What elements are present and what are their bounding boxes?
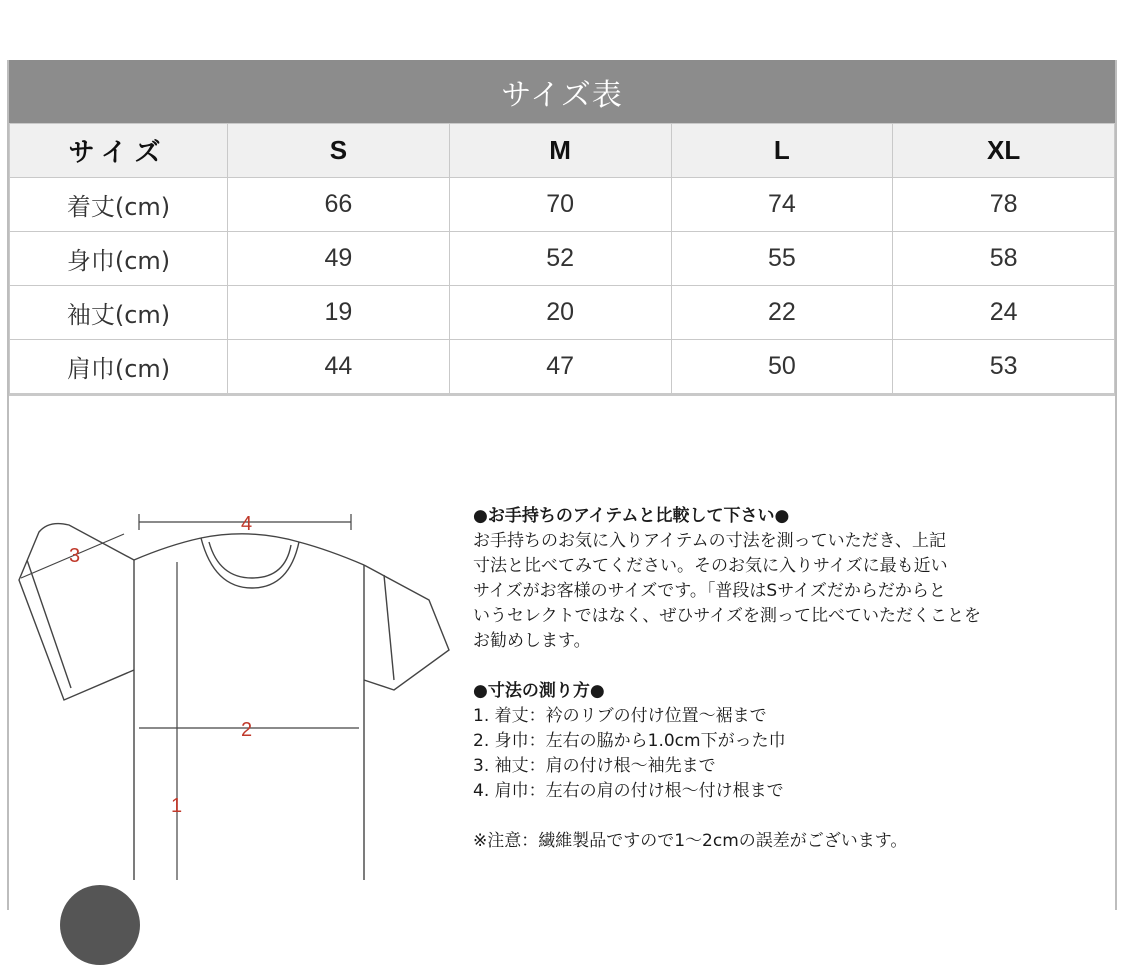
measurement-notes — [473, 504, 1113, 854]
column-header-xl: XL — [893, 124, 1115, 178]
table-cell: 50 — [671, 340, 893, 395]
list-item: 1. 着丈：衿のリブの付け位置～裾まで — [473, 706, 767, 726]
table-cell: 52 — [449, 232, 671, 286]
marker-4: 4 — [241, 513, 253, 535]
table-cell: 49 — [228, 232, 450, 286]
caution-note: ※注意：繊維製品ですので1～2cmの誤差がございます。 — [473, 831, 908, 851]
compare-line: いうセレクトではなく、ぜひサイズを測って比べていただくことを — [473, 606, 981, 626]
marker-1: 1 — [171, 795, 183, 817]
table-row — [10, 232, 1115, 286]
tshirt-diagram — [9, 450, 469, 880]
list-item: 3. 袖丈：肩の付け根～袖先まで — [473, 756, 716, 776]
row-label-length: 着丈(cm) — [10, 178, 228, 232]
table-row — [10, 340, 1115, 395]
table-cell: 66 — [228, 178, 450, 232]
column-header-size: サイズ — [10, 124, 228, 178]
title-text: サイズ表 — [501, 77, 623, 113]
table-cell: 44 — [228, 340, 450, 395]
table-cell: 47 — [449, 340, 671, 395]
table-cell: 58 — [893, 232, 1115, 286]
compare-heading: ●お手持ちのアイテムと比較して下さい● — [473, 506, 790, 526]
measure-list — [473, 704, 1113, 804]
marker-2: 2 — [241, 719, 253, 741]
size-chart-sheet — [7, 60, 1117, 910]
size-chart-title — [9, 60, 1115, 123]
row-label-sleeve: 袖丈(cm) — [10, 286, 228, 340]
table-header-row — [10, 124, 1115, 178]
list-item: 2. 身巾：左右の脇から1.0cm下がった巾 — [473, 731, 786, 751]
table-cell: 19 — [228, 286, 450, 340]
compare-line: サイズがお客様のサイズです。「普段はSサイズだからだからと — [473, 581, 946, 601]
column-header-l: L — [671, 124, 893, 178]
table-cell: 22 — [671, 286, 893, 340]
tshirt-outline — [19, 524, 449, 880]
marker-3: 3 — [69, 545, 81, 567]
table-row — [10, 286, 1115, 340]
table-cell: 70 — [449, 178, 671, 232]
measure-heading: ●寸法の測り方● — [473, 681, 605, 701]
list-item: 4. 肩巾：左右の肩の付け根～付け根まで — [473, 781, 784, 801]
table-row — [10, 178, 1115, 232]
table-cell: 74 — [671, 178, 893, 232]
table-cell: 55 — [671, 232, 893, 286]
compare-line: お手持ちのお気に入りアイテムの寸法を測っていただき、上記 — [473, 531, 946, 551]
compare-line: 寸法と比べてみてください。そのお気に入りサイズに最も近い — [473, 556, 948, 576]
right-sleeve-outline — [364, 565, 449, 690]
row-label-shoulder: 肩巾(cm) — [10, 340, 228, 395]
table-cell: 53 — [893, 340, 1115, 395]
row-label-width: 身巾(cm) — [10, 232, 228, 286]
compare-line: お勧めします。 — [473, 631, 591, 651]
scroll-button[interactable] — [60, 885, 140, 965]
column-header-m: M — [449, 124, 671, 178]
size-table — [9, 123, 1115, 396]
column-header-s: S — [228, 124, 450, 178]
table-cell: 24 — [893, 286, 1115, 340]
table-cell: 78 — [893, 178, 1115, 232]
table-cell: 20 — [449, 286, 671, 340]
collar-inner — [209, 542, 291, 578]
